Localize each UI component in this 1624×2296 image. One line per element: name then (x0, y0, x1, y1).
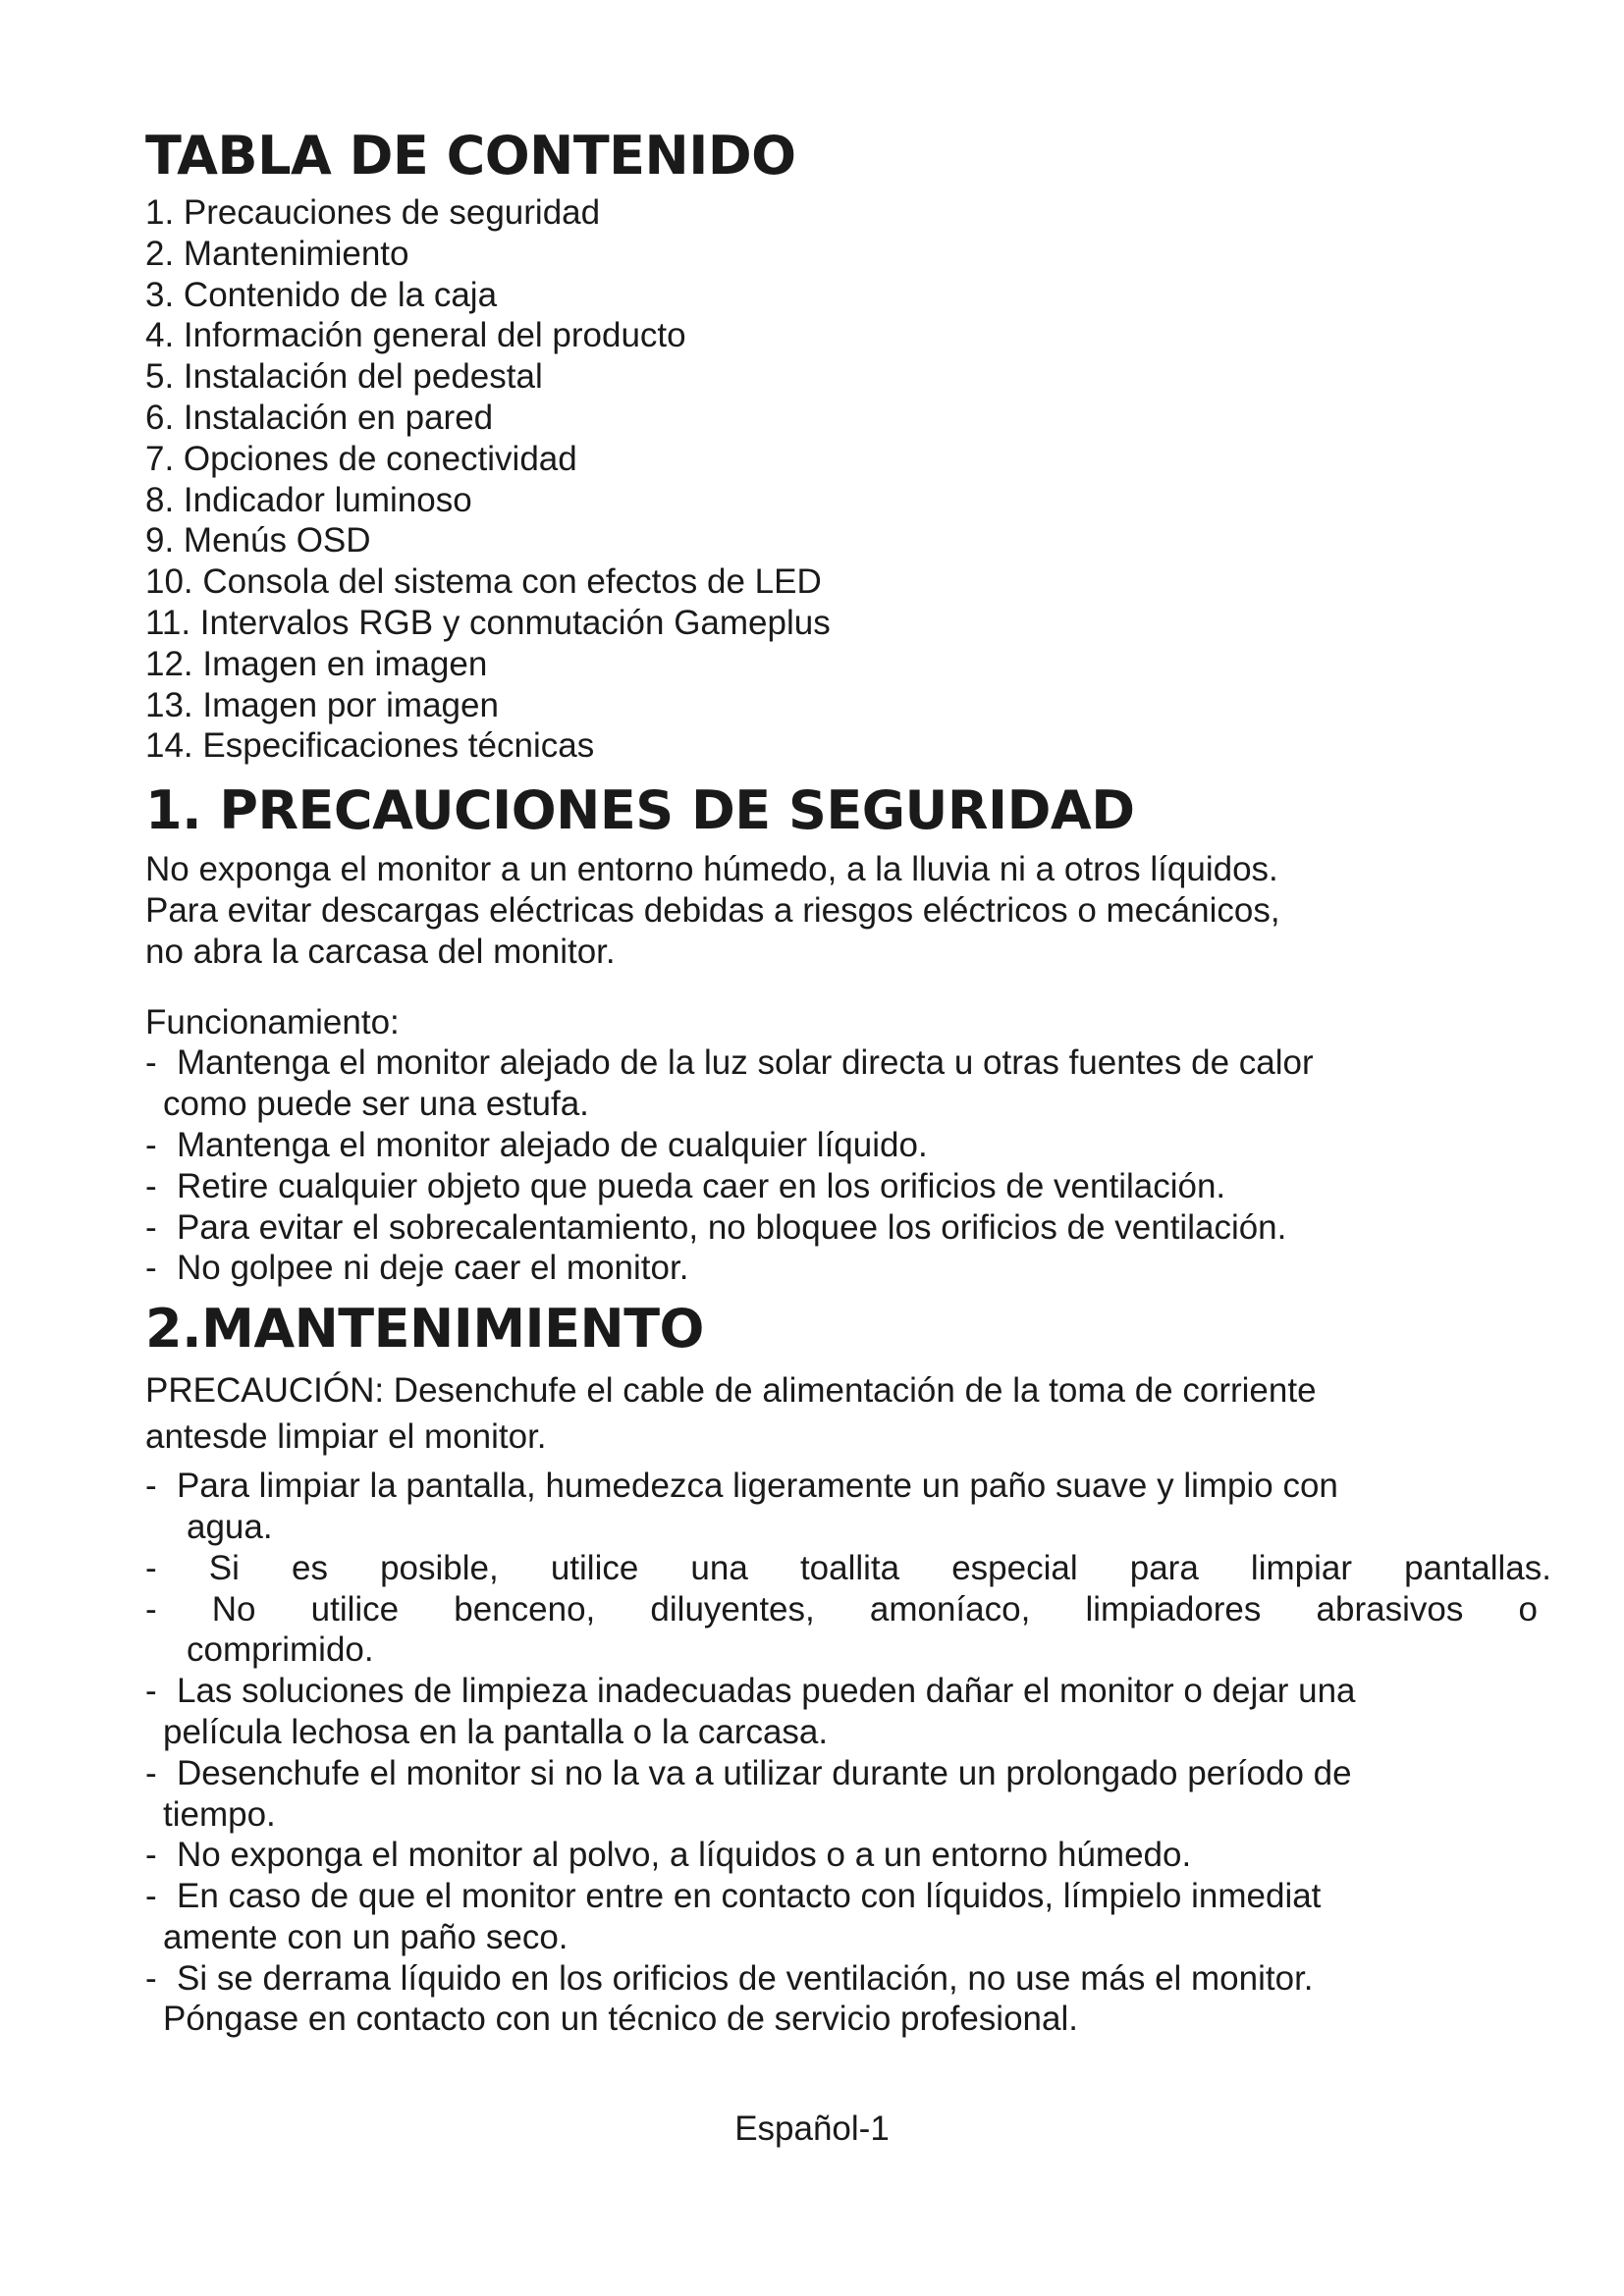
bullet-dash: - (145, 1043, 157, 1083)
word: posible, (380, 1548, 499, 1587)
bullet-dash: - (145, 1467, 157, 1506)
toc-item: 7. Opciones de conectividad (145, 439, 577, 478)
toc-item: 3. Contenido de la caja (145, 275, 498, 314)
safety-bullet (145, 1125, 1551, 1166)
maintenance-bullet-continuation (145, 1794, 1551, 1836)
toc-item: 12. Imagen en imagen (145, 644, 488, 683)
page-number: Español-1 (734, 2109, 890, 2148)
safety-bullet (145, 1207, 1551, 1249)
bullet-dash: - (145, 1249, 157, 1288)
operation-label: Funcionamiento: (145, 1002, 400, 1041)
bullet-dash: - (145, 1836, 157, 1875)
caution-line: PRECAUCIÓN: Desenchufe el cable de alimentación de la toma de corriente (145, 1371, 1317, 1411)
word: limpiadores (1085, 1589, 1262, 1629)
maintenance-bullet (145, 1958, 1551, 2000)
bullet-line: Mantenga el monitor alejado de la luz solar directa u otras fuentes de calor (177, 1043, 1314, 1083)
toc-item: 1. Precauciones de seguridad (145, 193, 601, 232)
maintenance-bullet-continuation (145, 1507, 1551, 1548)
bullet-dash: - (145, 1125, 157, 1164)
bullet-dash: - (145, 1207, 157, 1247)
word: especial (951, 1548, 1078, 1587)
maintenance-bullet-continuation (145, 1917, 1551, 1958)
maintenance-bullet (145, 1876, 1551, 1917)
bullet-line: Para evitar el sobrecalentamiento, no bloquee los orificios de ventilación. (177, 1207, 1287, 1247)
bullet-line: Retire cualquier objeto que pueda caer en los orificios de ventilación. (177, 1166, 1226, 1205)
bullet-dash: - (145, 1958, 157, 1998)
word: benceno, (454, 1589, 596, 1629)
bullet-line: Póngase en contacto con un técnico de servicio profesional. (163, 2000, 1078, 2039)
bullet-line: comprimido. (187, 1630, 374, 1670)
toc-list (145, 192, 1551, 767)
caution-line: antesde limpiar el monitor. (145, 1417, 547, 1457)
spacer (145, 973, 1551, 1002)
word: utilice (310, 1589, 400, 1629)
word: una (690, 1548, 748, 1587)
safety-bullet (145, 1166, 1551, 1207)
word: No (211, 1589, 256, 1629)
toc-item: 5. Instalación del pedestal (145, 357, 543, 397)
word: o (1518, 1589, 1538, 1629)
bullet-line: tiempo. (163, 1794, 276, 1834)
safety-intro-line: No exponga el monitor a un entorno húmedo, a la lluvia ni a otros líquidos. (145, 850, 1278, 889)
safety-intro-line: Para evitar descargas eléctricas debidas a riesgos eléctricos o mecánicos, (145, 890, 1280, 930)
maintenance-bullet (145, 1835, 1551, 1876)
safety-bullet-continuation (145, 1084, 1551, 1125)
bullet-dash: - (145, 1672, 157, 1711)
bullet-dash: - (145, 1589, 157, 1629)
bullet-line: Desenchufe el monitor si no la va a utilizar durante un prolongado período de (177, 1753, 1352, 1792)
maintenance-bullet-continuation (145, 1712, 1551, 1753)
maintenance-bullet (145, 1466, 1551, 1507)
bullet-line: película lechosa en la pantalla o la carcasa. (163, 1712, 829, 1751)
bullet-line: No golpee ni deje caer el monitor. (177, 1249, 689, 1288)
bullet-line: No exponga el monitor al polvo, a líquidos o a un entorno húmedo. (177, 1836, 1192, 1875)
word: toallita (799, 1548, 900, 1587)
bullet-line: Para limpiar la pantalla, humedezca ligeramente un paño suave y limpio con (177, 1467, 1338, 1506)
maintenance-bullet-continuation (145, 1999, 1551, 2040)
word: para (1129, 1548, 1199, 1587)
bullet-dash: - (145, 1548, 157, 1587)
toc-item: 14. Especificaciones técnicas (145, 726, 595, 766)
toc-title: TABLA DE CONTENIDO (145, 125, 796, 187)
bullet-line: como puede ser una estufa. (163, 1085, 589, 1124)
word: diluyentes, (650, 1589, 815, 1629)
bullet-dash: - (145, 1877, 157, 1916)
maintenance-bullet-continuation (145, 1629, 1551, 1671)
maintenance-bullet-justified (145, 1548, 1551, 1589)
maintenance-bullet (145, 1753, 1551, 1794)
bullet-line: agua. (187, 1507, 273, 1546)
bullet-dash: - (145, 1753, 157, 1792)
safety-bullet (145, 1248, 1551, 1289)
bullet-line: amente con un paño seco. (163, 1917, 568, 1956)
bullet-line: Las soluciones de limpieza inadecuadas pueden dañar el monitor o dejar una (177, 1672, 1356, 1711)
maintenance-bullet (145, 1671, 1551, 1712)
toc-item: 4. Información general del producto (145, 316, 686, 355)
maintenance-bullet-justified (145, 1589, 1538, 1630)
safety-bullet (145, 1042, 1551, 1084)
maintenance-section-title: 2.MANTENIMIENTO (145, 1298, 704, 1361)
page-content (145, 120, 1551, 2040)
bullet-dash: - (145, 1166, 157, 1205)
toc-item: 10. Consola del sistema con efectos de LED (145, 562, 822, 602)
bullet-line: En caso de que el monitor entre en contacto con líquidos, límpielo inmediat (177, 1877, 1322, 1916)
toc-item: 11. Intervalos RGB y conmutación Gameplus (145, 603, 831, 642)
word: Si (208, 1548, 240, 1587)
word: abrasivos (1316, 1589, 1464, 1629)
toc-item: 13. Imagen por imagen (145, 685, 499, 724)
word: limpiar (1250, 1548, 1352, 1587)
safety-section-title: 1. PRECAUCIONES DE SEGURIDAD (145, 779, 1135, 842)
word: pantallas. (1404, 1548, 1551, 1587)
toc-item: 8. Indicador luminoso (145, 480, 472, 519)
toc-item: 2. Mantenimiento (145, 234, 409, 273)
toc-item: 6. Instalación en pared (145, 398, 494, 437)
bullet-line: Si se derrama líquido en los orificios de ventilación, no use más el monitor. (177, 1958, 1314, 1998)
bullet-line: Mantenga el monitor alejado de cualquier líquido. (177, 1125, 928, 1164)
word: utilice (550, 1548, 639, 1587)
word: es (292, 1548, 328, 1587)
safety-intro-line: no abra la carcasa del monitor. (145, 932, 616, 971)
toc-item: 9. Menús OSD (145, 521, 371, 561)
word: amoníaco, (869, 1589, 1031, 1629)
